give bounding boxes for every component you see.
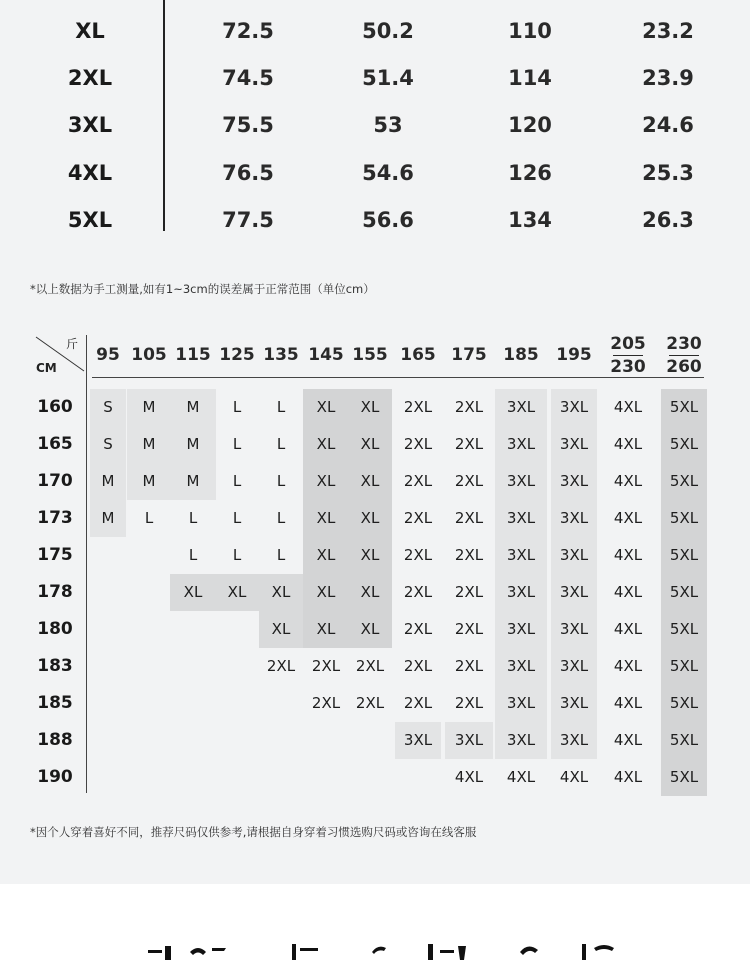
height-label: 190 [37, 767, 73, 787]
size-cell [395, 759, 441, 796]
grid-vertical-rule [86, 335, 87, 793]
size-recommendation-chart [0, 325, 750, 795]
size-cell [170, 685, 216, 722]
size-cell [259, 759, 303, 796]
weight-header [493, 333, 549, 377]
size-cell: 5XL [661, 722, 707, 759]
size-cell: XL [259, 611, 303, 648]
size-cell: 2XL [403, 472, 433, 490]
weight-value: 105 [131, 345, 167, 365]
measurement-value: 24.6 [642, 113, 694, 137]
size-cell: 2XL [403, 657, 433, 675]
size-cell: XL [348, 537, 392, 574]
size-cell: 4XL [613, 657, 643, 675]
size-cell: 4XL [454, 768, 484, 786]
size-cell: 2XL [403, 620, 433, 638]
size-cell: L [276, 509, 286, 527]
size-cell: 4XL [613, 768, 643, 786]
size-cell: 4XL [613, 398, 643, 416]
size-cell: S [90, 426, 126, 463]
measurement-row [0, 105, 750, 145]
height-label: 160 [37, 397, 73, 417]
size-cell [127, 685, 171, 722]
size-cell: XL [348, 500, 392, 537]
size-cell: 3XL [495, 500, 547, 537]
size-cell: 4XL [613, 509, 643, 527]
measurement-note: *以上数据为手工测量,如有1~3cm的误差属于正常范围（单位cm） [30, 282, 375, 296]
size-cell: L [232, 546, 242, 564]
measurement-value: 114 [508, 66, 552, 90]
height-label: 188 [37, 730, 73, 750]
size-cell: 4XL [613, 620, 643, 638]
height-unit-label: CM [36, 361, 57, 375]
size-cell [90, 685, 126, 722]
measurement-value: 25.3 [642, 161, 694, 185]
size-cell: 3XL [495, 463, 547, 500]
size-cell: XL [303, 500, 349, 537]
size-cell: 5XL [661, 685, 707, 722]
measurement-value: 23.9 [642, 66, 694, 90]
measurement-table [0, 0, 750, 250]
size-cell: 5XL [661, 389, 707, 426]
size-cell: 2XL [355, 694, 385, 712]
size-cell: 2XL [403, 694, 433, 712]
weight-value: 145 [308, 345, 344, 365]
next-section-heading-fragment [0, 938, 750, 960]
size-cell [90, 574, 126, 611]
size-cell: XL [215, 574, 259, 611]
weight-range-separator [669, 355, 699, 356]
size-cell [90, 537, 126, 574]
measurement-value: 76.5 [222, 161, 274, 185]
height-label: 175 [37, 545, 73, 565]
weight-header [600, 333, 656, 377]
size-cell: 2XL [454, 398, 484, 416]
size-cell: L [144, 509, 154, 527]
size-cell: 2XL [311, 694, 341, 712]
size-cell: M [127, 389, 171, 426]
size-cell [348, 759, 392, 796]
size-cell: 3XL [495, 685, 547, 722]
grid-corner-header [30, 331, 86, 377]
size-cell: 5XL [661, 426, 707, 463]
size-cell: 5XL [661, 611, 707, 648]
measurement-row [0, 58, 750, 98]
size-cell [170, 759, 216, 796]
size-cell: 3XL [551, 500, 597, 537]
size-cell: XL [170, 574, 216, 611]
size-cell: 4XL [559, 768, 589, 786]
size-cell [170, 722, 216, 759]
size-cell: L [276, 546, 286, 564]
size-cell: 4XL [613, 583, 643, 601]
size-cell: XL [348, 463, 392, 500]
height-label: 173 [37, 508, 73, 528]
size-cell: 2XL [403, 583, 433, 601]
size-cell: 3XL [551, 426, 597, 463]
weight-value: 175 [451, 345, 487, 365]
size-cell: 3XL [551, 574, 597, 611]
measurement-value: 23.2 [642, 19, 694, 43]
size-cell [90, 611, 126, 648]
size-cell: 5XL [661, 574, 707, 611]
size-cell: 2XL [454, 472, 484, 490]
measurement-value: 74.5 [222, 66, 274, 90]
size-cell: 2XL [403, 398, 433, 416]
height-label: 185 [37, 693, 73, 713]
size-cell [170, 648, 216, 685]
size-cell [215, 648, 259, 685]
size-cell: 3XL [495, 722, 547, 759]
size-cell: L [188, 509, 198, 527]
weight-range-end: 260 [666, 356, 702, 377]
size-cell: 3XL [495, 426, 547, 463]
size-cell: 5XL [661, 537, 707, 574]
measurement-row [0, 11, 750, 51]
size-cell: 3XL [551, 463, 597, 500]
size-cell: XL [303, 537, 349, 574]
size-cell: 4XL [506, 768, 536, 786]
size-cell: 2XL [454, 694, 484, 712]
size-cell: 3XL [395, 722, 441, 759]
size-cell [90, 722, 126, 759]
measurement-row [0, 200, 750, 240]
size-cell: 3XL [551, 685, 597, 722]
weight-value: 185 [503, 345, 539, 365]
weight-unit-label: 斤 [66, 337, 79, 351]
size-cell: XL [348, 574, 392, 611]
size-cell: 5XL [661, 463, 707, 500]
height-label: 183 [37, 656, 73, 676]
size-cell: 5XL [661, 648, 707, 685]
size-cell [215, 759, 259, 796]
size-cell: XL [303, 574, 349, 611]
weight-value: 115 [175, 345, 211, 365]
size-cell: 2XL [454, 509, 484, 527]
measurement-row [0, 153, 750, 193]
size-cell: 2XL [454, 583, 484, 601]
size-cell: 3XL [495, 537, 547, 574]
size-cell: 3XL [495, 611, 547, 648]
size-cell: XL [348, 389, 392, 426]
size-cell: 3XL [551, 648, 597, 685]
size-cell: L [188, 546, 198, 564]
weight-range-start: 205 [610, 333, 646, 354]
size-cell: 4XL [613, 731, 643, 749]
size-cell [259, 685, 303, 722]
size-cell: M [170, 463, 216, 500]
weight-header [656, 333, 712, 377]
size-cell: 2XL [454, 620, 484, 638]
size-cell: 3XL [445, 722, 493, 759]
size-cell: XL [303, 389, 349, 426]
measurement-value: 51.4 [362, 66, 414, 90]
size-cell: 3XL [551, 722, 597, 759]
measurement-value: 134 [508, 208, 552, 232]
weight-value: 95 [96, 345, 120, 365]
size-cell: 2XL [454, 435, 484, 453]
size-cell: XL [348, 611, 392, 648]
weight-header [441, 333, 497, 377]
size-cell [127, 722, 171, 759]
height-label: 165 [37, 434, 73, 454]
size-cell: 3XL [495, 648, 547, 685]
size-cell [215, 685, 259, 722]
measurement-value: 26.3 [642, 208, 694, 232]
size-cell: L [276, 472, 286, 490]
size-cell [303, 759, 349, 796]
measurement-value: 75.5 [222, 113, 274, 137]
size-cell [259, 722, 303, 759]
weight-range-separator [613, 355, 643, 356]
size-cell [215, 722, 259, 759]
size-cell [90, 648, 126, 685]
height-label: 170 [37, 471, 73, 491]
weight-range-start: 230 [666, 333, 702, 354]
size-cell: L [232, 398, 242, 416]
weight-header [546, 333, 602, 377]
measurement-value: 56.6 [362, 208, 414, 232]
size-cell: 3XL [495, 389, 547, 426]
size-cell [127, 537, 171, 574]
size-cell: 2XL [403, 509, 433, 527]
size-cell: 5XL [661, 759, 707, 796]
recommendation-note: *因个人穿着喜好不同，推荐尺码仅供参考,请根据自身穿着习惯选购尺码或咨询在线客服 [30, 825, 477, 839]
size-cell [170, 611, 216, 648]
size-cell: M [90, 463, 126, 500]
size-cell: L [232, 509, 242, 527]
measurement-value: 54.6 [362, 161, 414, 185]
size-cell: 3XL [551, 611, 597, 648]
measurement-value: 120 [508, 113, 552, 137]
size-cell: 4XL [613, 472, 643, 490]
size-cell [90, 759, 126, 796]
size-cell: S [90, 389, 126, 426]
size-cell [127, 759, 171, 796]
height-label: 180 [37, 619, 73, 639]
size-cell: L [276, 435, 286, 453]
size-cell [127, 648, 171, 685]
size-cell: L [276, 398, 286, 416]
size-label: 5XL [67, 208, 113, 232]
size-cell: L [232, 472, 242, 490]
size-cell [215, 611, 259, 648]
weight-header [390, 333, 446, 377]
size-cell: M [127, 463, 171, 500]
size-cell [348, 722, 392, 759]
size-cell: L [232, 435, 242, 453]
size-cell: M [170, 426, 216, 463]
weight-range-end: 230 [610, 356, 646, 377]
size-cell: 3XL [551, 389, 597, 426]
measurement-value: 77.5 [222, 208, 274, 232]
size-cell: M [170, 389, 216, 426]
size-label: XL [75, 19, 105, 43]
size-cell: 2XL [311, 657, 341, 675]
size-cell: 5XL [661, 500, 707, 537]
size-cell: 4XL [613, 435, 643, 453]
size-cell: M [90, 500, 126, 537]
size-cell: XL [348, 426, 392, 463]
size-cell: 2XL [355, 657, 385, 675]
size-label: 3XL [67, 113, 113, 137]
size-cell: XL [259, 574, 303, 611]
size-cell: XL [303, 426, 349, 463]
size-cell [127, 574, 171, 611]
weight-value: 195 [556, 345, 592, 365]
grid-horizontal-rule [92, 377, 704, 378]
weight-value: 135 [263, 345, 299, 365]
size-label: 2XL [67, 66, 113, 90]
size-cell: XL [303, 463, 349, 500]
size-cell: 2XL [266, 657, 296, 675]
size-cell: 3XL [495, 574, 547, 611]
size-cell: 3XL [551, 537, 597, 574]
height-label: 178 [37, 582, 73, 602]
measurement-value: 110 [508, 19, 552, 43]
measurement-value: 53 [373, 113, 403, 137]
size-cell: 4XL [613, 694, 643, 712]
size-cell [303, 722, 349, 759]
size-label: 4XL [67, 161, 113, 185]
size-cell: 2XL [454, 657, 484, 675]
size-cell: XL [303, 611, 349, 648]
weight-value: 125 [219, 345, 255, 365]
weight-value: 155 [352, 345, 388, 365]
size-cell: 4XL [613, 546, 643, 564]
size-cell [127, 611, 171, 648]
size-cell: 2XL [403, 435, 433, 453]
size-cell: M [127, 426, 171, 463]
measurement-value: 126 [508, 161, 552, 185]
size-cell: 2XL [454, 546, 484, 564]
weight-value: 165 [400, 345, 436, 365]
size-cell: 2XL [403, 546, 433, 564]
measurement-value: 72.5 [222, 19, 274, 43]
measurement-value: 50.2 [362, 19, 414, 43]
